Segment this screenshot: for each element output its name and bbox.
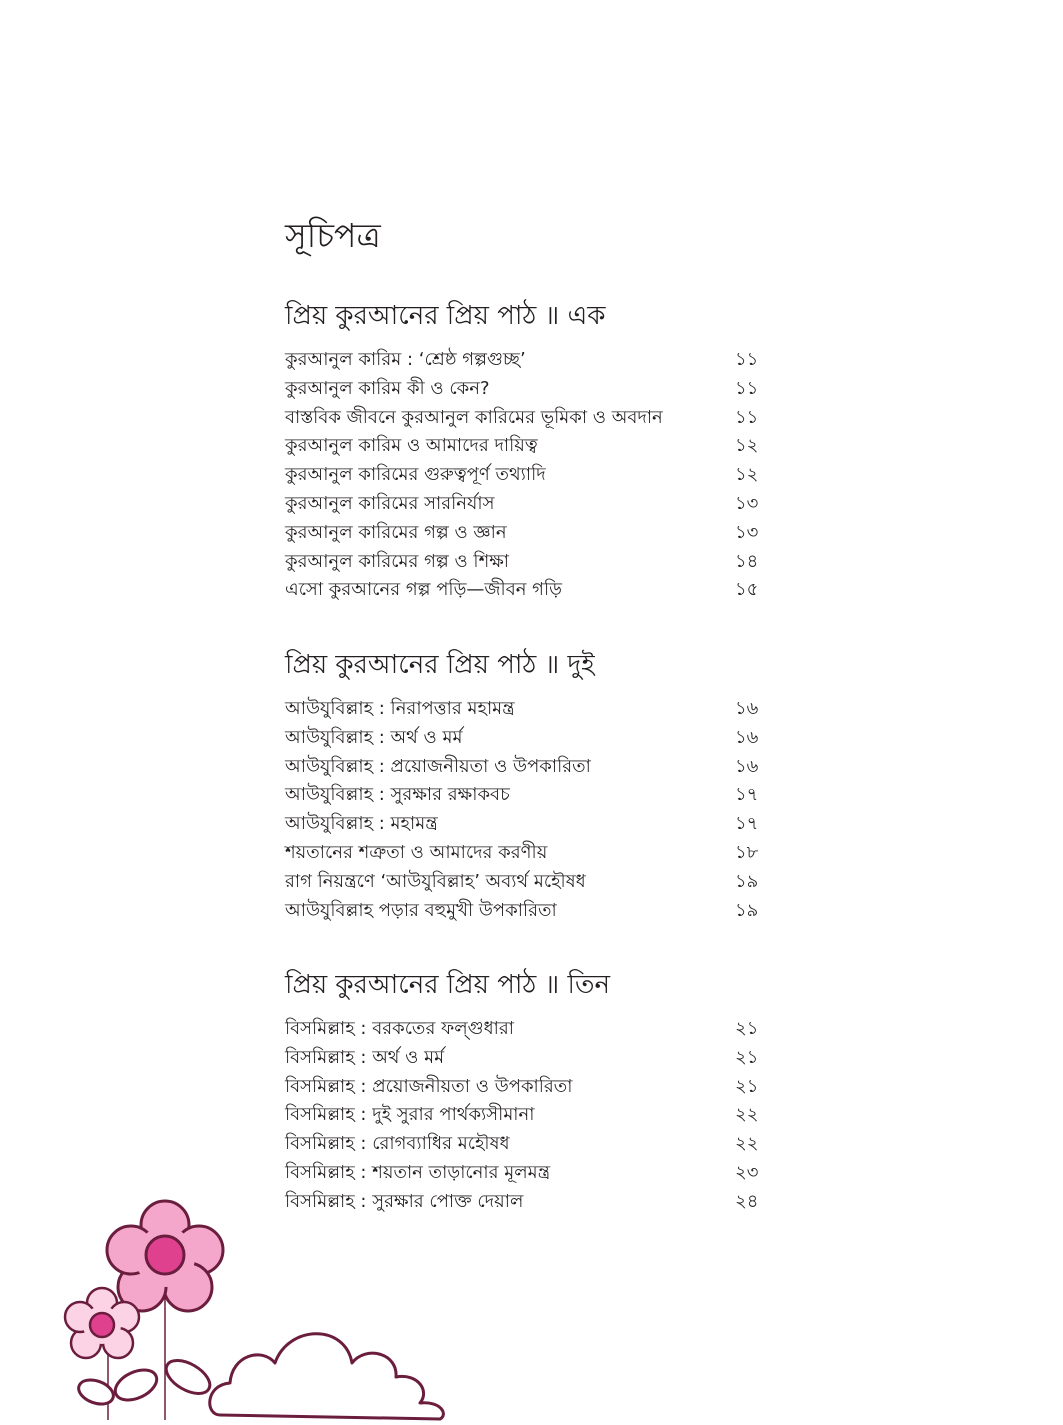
entry-page-number: ১২ bbox=[735, 435, 759, 457]
section-heading: প্রিয় কুরআনের প্রিয় পাঠ ॥ তিন bbox=[285, 970, 610, 1000]
entry-page-number: ১৭ bbox=[735, 813, 759, 835]
entry-title: কুরআনুল কারিম কী ও কেন? bbox=[285, 377, 490, 399]
leaf-icon bbox=[75, 1376, 116, 1409]
entry-title: কুরআনুল কারিমের গল্প ও শিক্ষা bbox=[285, 550, 510, 572]
entry-title: আউযুবিল্লাহ পড়ার বহুমুখী উপকারিতা bbox=[285, 899, 557, 921]
toc-entry[interactable] bbox=[285, 897, 765, 926]
toc-entry[interactable] bbox=[285, 461, 765, 490]
entry-page-number: ২১ bbox=[735, 1046, 759, 1068]
entry-title: বিসমিল্লাহ : বরকতের ফল্গুধারা bbox=[285, 1018, 515, 1039]
toc-entry[interactable] bbox=[285, 753, 765, 782]
flower-cloud-illustration bbox=[0, 1195, 460, 1425]
section-heading: প্রিয় কুরআনের প্রিয় পাঠ ॥ দুই bbox=[285, 650, 595, 680]
entry-title: বাস্তবিক জীবনে কুরআনুল কারিমের ভূমিকা ও অবদান bbox=[285, 406, 663, 428]
toc-entry[interactable] bbox=[285, 1015, 765, 1044]
entry-page-number: ১৩ bbox=[735, 492, 759, 514]
entry-title: এসো কুরআনের গল্প পড়ি—জীবন গড়ি bbox=[285, 579, 562, 601]
entry-page-number: ১১ bbox=[735, 406, 759, 428]
toc-entry[interactable] bbox=[285, 810, 765, 839]
entry-title: কুরআনুল কারিমের গুরুত্বপূর্ণ তথ্যাদি bbox=[285, 464, 546, 486]
entry-page-number: ১৬ bbox=[735, 755, 759, 777]
toc-entry[interactable] bbox=[285, 519, 765, 548]
cloud-icon bbox=[210, 1334, 444, 1419]
toc-entry[interactable] bbox=[285, 548, 765, 577]
entry-title: শয়তানের শত্রুতা ও আমাদের করণীয় bbox=[285, 841, 548, 863]
entry-page-number: ১৬ bbox=[735, 698, 759, 719]
toc-section-1 bbox=[285, 296, 765, 605]
entry-title: আউযুবিল্লাহ : সুরক্ষার রক্ষাকবচ bbox=[285, 784, 510, 806]
entry-page-number: ১১ bbox=[735, 377, 759, 399]
toc-entry[interactable] bbox=[285, 868, 765, 897]
entry-page-number: ১১ bbox=[735, 349, 759, 370]
toc-entry[interactable] bbox=[285, 1101, 765, 1130]
toc-entry[interactable] bbox=[285, 839, 765, 868]
entry-title: কুরআনুল কারিম ও আমাদের দায়িত্ব bbox=[285, 435, 538, 457]
entry-page-number: ১৯ bbox=[735, 899, 759, 921]
toc-entry[interactable] bbox=[285, 490, 765, 519]
entry-title: বিসমিল্লাহ : শয়তান তাড়ানোর মূলমন্ত্র bbox=[285, 1161, 551, 1183]
section-heading: প্রিয় কুরআনের প্রিয় পাঠ ॥ এক bbox=[285, 301, 606, 331]
leaf-icon bbox=[111, 1364, 162, 1406]
entry-title: আউযুবিল্লাহ : নিরাপত্তার মহামন্ত্র bbox=[285, 698, 515, 719]
toc-entry[interactable] bbox=[285, 432, 765, 461]
entry-title: আউযুবিল্লাহ : প্রয়োজনীয়তা ও উপকারিতা bbox=[285, 755, 591, 777]
toc-entry[interactable] bbox=[285, 1159, 765, 1188]
entry-page-number: ১৯ bbox=[735, 870, 759, 892]
large-flower-icon bbox=[107, 1201, 223, 1311]
entry-title: কুরআনুল কারিম : ‘শ্রেষ্ঠ গল্পগুচ্ছ’ bbox=[285, 349, 526, 370]
toc-entry[interactable] bbox=[285, 1073, 765, 1102]
entry-title: বিসমিল্লাহ : সুরক্ষার পোক্ত দেয়াল bbox=[285, 1190, 524, 1212]
entry-page-number: ২২ bbox=[735, 1133, 759, 1155]
toc-entry[interactable] bbox=[285, 375, 765, 404]
entry-page-number: ১৪ bbox=[735, 550, 759, 572]
toc-section-3 bbox=[285, 965, 765, 1217]
entry-title: বিসমিল্লাহ : রোগব্যাধির মহৌষধ bbox=[285, 1133, 510, 1155]
entry-page-number: ২১ bbox=[735, 1075, 759, 1097]
entry-title: রাগ নিয়ন্ত্রণে ‘আউযুবিল্লাহ’ অব্যর্থ মহৌষধ bbox=[285, 870, 586, 892]
entry-page-number: ১২ bbox=[735, 464, 759, 486]
entry-page-number: ১৭ bbox=[735, 784, 759, 806]
entry-page-number: ২২ bbox=[735, 1104, 759, 1126]
toc-section-2 bbox=[285, 645, 765, 925]
toc-entry[interactable] bbox=[285, 576, 765, 605]
toc-entry[interactable] bbox=[285, 346, 765, 375]
leaf-icon bbox=[161, 1354, 216, 1401]
page-title: সূচিপত্র bbox=[285, 216, 381, 255]
entry-page-number: ২১ bbox=[735, 1018, 759, 1039]
entry-title: বিসমিল্লাহ : প্রয়োজনীয়তা ও উপকারিতা bbox=[285, 1075, 573, 1097]
toc-entry[interactable] bbox=[285, 781, 765, 810]
toc-entry[interactable] bbox=[285, 1044, 765, 1073]
entry-title: কুরআনুল কারিমের সারনির্যাস bbox=[285, 492, 495, 514]
entry-page-number: ২৪ bbox=[735, 1190, 759, 1212]
entry-title: আউযুবিল্লাহ : মহামন্ত্র bbox=[285, 813, 438, 835]
entry-page-number: ১৬ bbox=[735, 726, 759, 748]
entry-title: বিসমিল্লাহ : অর্থ ও মর্ম bbox=[285, 1046, 445, 1068]
toc-entry[interactable] bbox=[285, 724, 765, 753]
entry-page-number: ১৫ bbox=[735, 579, 759, 601]
entry-page-number: ১৩ bbox=[735, 521, 759, 543]
toc-entry[interactable] bbox=[285, 404, 765, 433]
entry-title: আউযুবিল্লাহ : অর্থ ও মর্ম bbox=[285, 726, 463, 748]
entry-page-number: ২৩ bbox=[735, 1161, 759, 1183]
entry-page-number: ১৮ bbox=[735, 841, 759, 863]
entry-title: বিসমিল্লাহ : দুই সুরার পার্থক্যসীমানা bbox=[285, 1104, 535, 1126]
entry-title: কুরআনুল কারিমের গল্প ও জ্ঞান bbox=[285, 521, 507, 543]
toc-entry[interactable] bbox=[285, 1130, 765, 1159]
toc-entry[interactable] bbox=[285, 695, 765, 724]
